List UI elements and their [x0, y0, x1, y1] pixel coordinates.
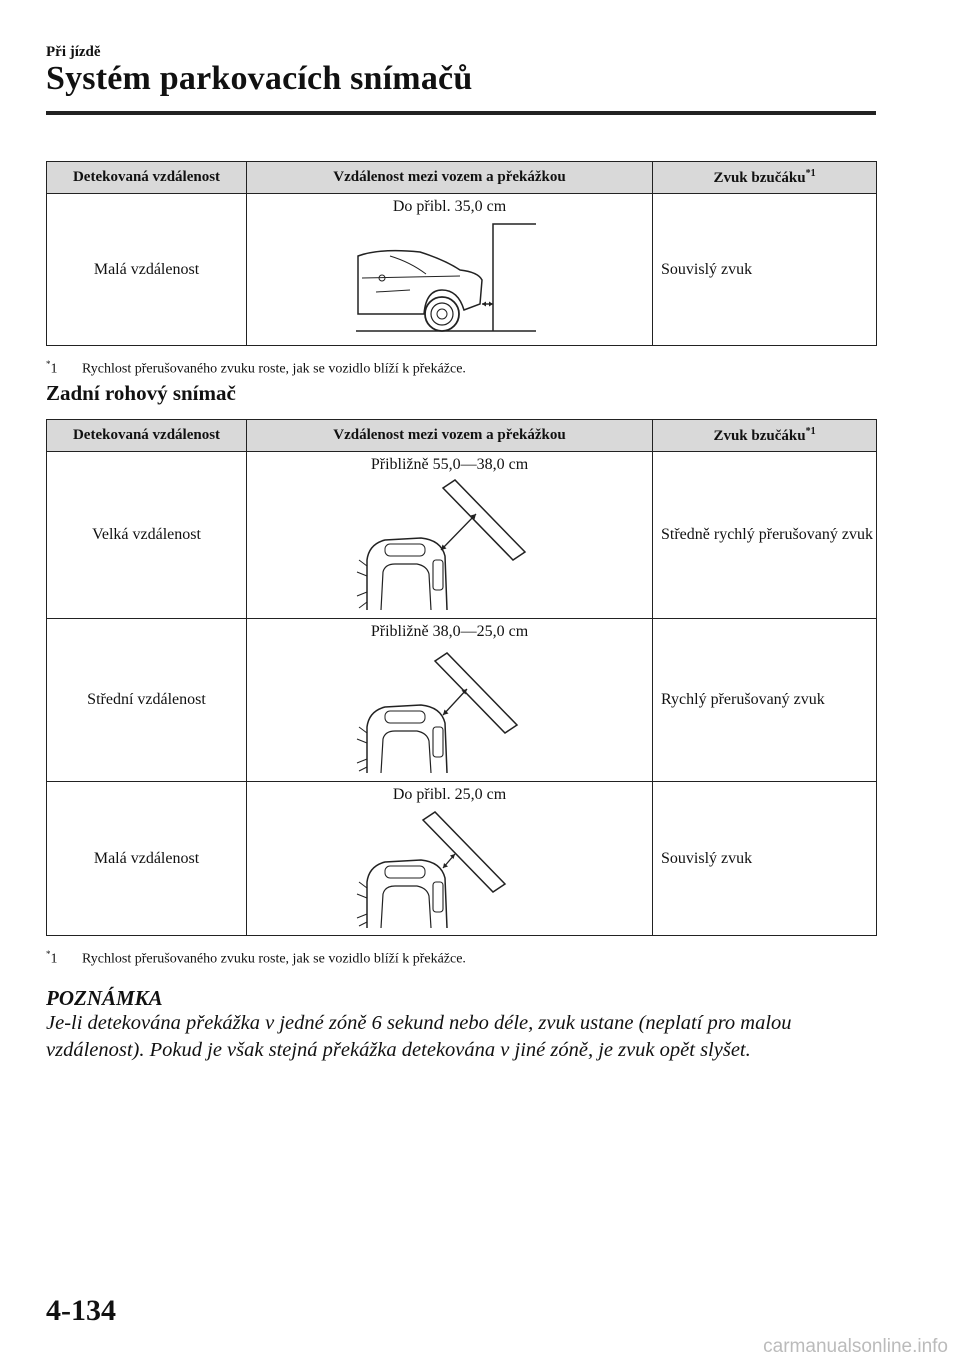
page-number: 4-134 — [46, 1294, 116, 1327]
table-row — [47, 194, 877, 346]
header-detected-distance: Detekovaná vzdálenost — [47, 162, 247, 194]
distance-cell: Malá vzdálenost — [47, 782, 247, 936]
range-cell — [247, 619, 653, 782]
distance-cell: Velká vzdálenost — [47, 452, 247, 619]
car-top-obstacle-illustration — [355, 806, 545, 930]
range-cell — [247, 452, 653, 619]
header-vehicle-obstacle-distance: Vzdálenost mezi vozem a překážkou — [247, 162, 653, 194]
range-label: Do přibl. 25,0 cm — [392, 786, 507, 803]
title-rule — [46, 111, 876, 115]
header-vehicle-obstacle-distance: Vzdálenost mezi vozem a překážkou — [247, 420, 653, 452]
table-header-row — [47, 420, 877, 452]
sound-cell: Souvislý zvuk — [653, 782, 877, 936]
rear-center-sensor-table — [46, 161, 877, 346]
header-detected-distance: Detekovaná vzdálenost — [47, 420, 247, 452]
section-title-rear-corner-sensor: Zadní rohový snímač — [46, 381, 236, 405]
footnote-ref: *1 — [805, 168, 816, 179]
table-row — [47, 619, 877, 782]
table-row — [47, 452, 877, 619]
car-top-obstacle-illustration — [355, 643, 545, 773]
note-heading: POZNÁMKA — [46, 986, 163, 1010]
header-buzzer-sound: Zvuk bzučáku$^{*1}$ — [653, 162, 877, 194]
sound-cell: Souvislý zvuk — [653, 194, 877, 346]
chapter-label: Při jízdě — [46, 44, 101, 60]
footnote: *1 Rychlost přerušovaného zvuku roste, jak se vozidlo blíží k překážce. — [46, 359, 466, 377]
footnote-ref: *1 — [805, 426, 816, 437]
note-text: Je-li detekována překážka v jedné zóně 6 sekund nebo déle, zvuk ustane (neplatí pro malou vzdálenost). Pokud je však stejná překážka detekována v jiné zóně, je zvuk opět slyšet. — [46, 1012, 792, 1061]
sound-cell: Rychlý přerušovaný zvuk — [653, 619, 877, 782]
table-row — [47, 782, 877, 936]
range-label: Přibližně 55,0—38,0 cm — [370, 456, 529, 473]
distance-cell: Malá vzdálenost — [47, 194, 247, 346]
range-cell — [247, 194, 653, 346]
table-header-row — [47, 162, 877, 194]
watermark: carmanualsonline.info — [763, 1336, 948, 1357]
header-buzzer-sound: Zvuk bzučáku$^{*1}$ — [653, 420, 877, 452]
footnote: *1 Rychlost přerušovaného zvuku roste, jak se vozidlo blíží k překážce. — [46, 949, 466, 967]
range-cell — [247, 782, 653, 936]
rear-corner-sensor-table — [46, 419, 877, 936]
range-label: Přibližně 38,0—25,0 cm — [370, 623, 529, 640]
page-title: Systém parkovacích snímačů — [46, 60, 473, 97]
car-top-obstacle-illustration — [355, 476, 545, 611]
sound-cell: Středně rychlý přerušovaný zvuk — [653, 452, 877, 619]
distance-cell: Střední vzdálenost — [47, 619, 247, 782]
car-side-obstacle-illustration — [350, 218, 550, 336]
range-label: Do přibl. 35,0 cm — [392, 198, 507, 215]
